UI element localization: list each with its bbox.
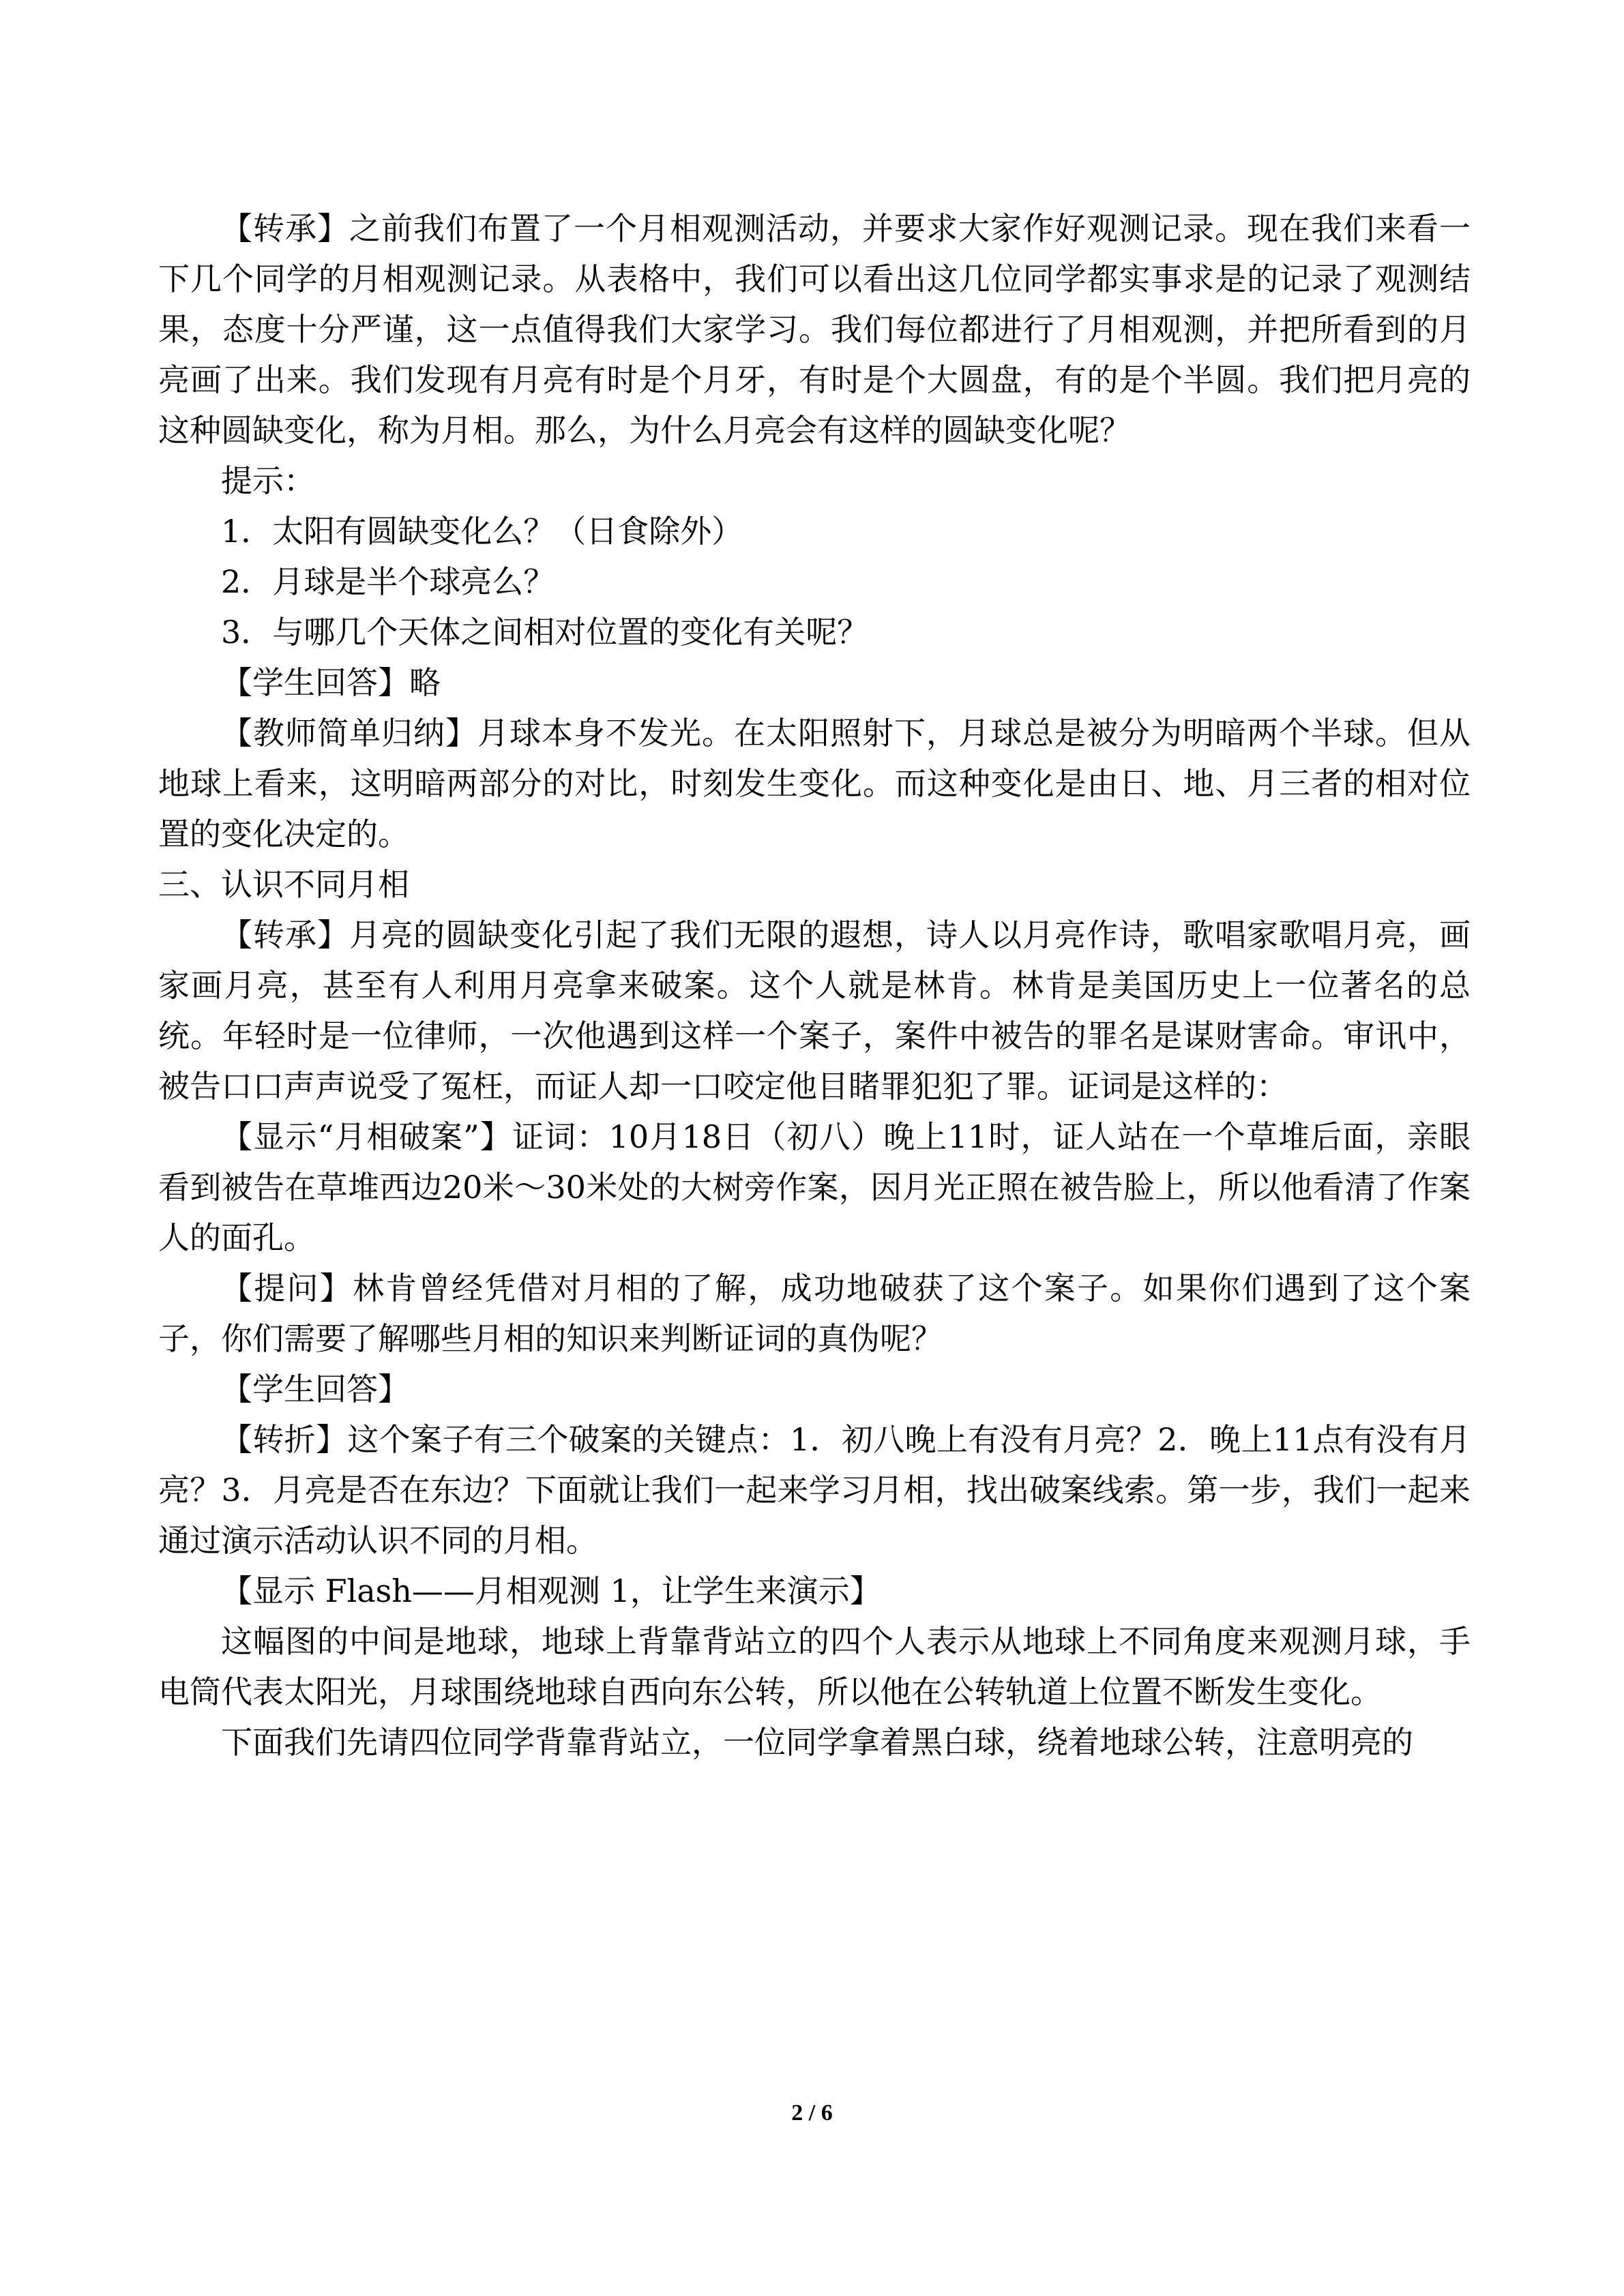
paragraph: 下面我们先请四位同学背靠背站立，一位同学拿着黑白球，绕着地球公转，注意明亮的 bbox=[221, 1724, 1413, 1761]
paragraph: 【转承】之前我们布置了一个月相观测活动，并要求大家作好观测记录。现在我们来看一下几个同学的月相观测记录。从表格中，我们可以看出这几位同学都实事求是的记录了观测结果，态度十分严谨，这一点值得我们大家学习。我们每位都进行了月相观测，并把所看到的月亮画了出来。我们发现有月亮有时是个月牙，有时是个大圆盘，有的是个半圆。我们把月亮的这种圆缺变化，称为月相。那么，为什么月亮会有这样的圆缺变化呢？ bbox=[158, 210, 1471, 449]
paragraph: 提示： bbox=[221, 462, 315, 499]
paragraph: 【提问】林肯曾经凭借对月相的了解，成功地破获了这个案子。如果你们遇到了这个案子，你们需要了解哪些月相的知识来判断证词的真伪呢？ bbox=[158, 1270, 1471, 1357]
paragraph: 【教师简单归纳】月球本身不发光。在太阳照射下，月球总是被分为明暗两个半球。但从地球上看来，这明暗两部分的对比，时刻发生变化。而这种变化是由日、地、月三者的相对位置的变化决定的。 bbox=[158, 715, 1471, 852]
paragraph: 【转承】月亮的圆缺变化引起了我们无限的遐想，诗人以月亮作诗，歌唱家歌唱月亮，画家画月亮，甚至有人利用月亮拿来破案。这个人就是林肯。林肯是美国历史上一位著名的总统。年轻时是一位律师，一次他遇到这样一个案子，案件中被告的罪名是谋财害命。审讯中，被告口口声声说受了冤枉，而证人却一口咬定他目睹罪犯犯了罪。证词是这样的： bbox=[158, 916, 1471, 1105]
list-item: 1．太阳有圆缺变化么？（日食除外） bbox=[221, 513, 743, 550]
paragraph: 【显示 Flash——月相观测 1，让学生来演示】 bbox=[221, 1572, 881, 1609]
document-body bbox=[158, 203, 1471, 1768]
paragraph: 【学生回答】 bbox=[221, 1371, 409, 1407]
list-item: 2．月球是半个球亮么？ bbox=[221, 563, 555, 600]
paragraph: 【学生回答】略 bbox=[221, 664, 441, 701]
paragraph: 【转折】这个案子有三个破案的关键点：1．初八晚上有没有月亮？2．晚上11点有没有月亮？3．月亮是否在东边？下面就让我们一起来学习月相，找出破案线索。第一步，我们一起来通过演示活动认识不同的月相。 bbox=[158, 1421, 1471, 1559]
page-number: 2 / 6 bbox=[791, 2100, 833, 2126]
paragraph: 这幅图的中间是地球，地球上背靠背站立的四个人表示从地球上不同角度来观测月球，手电筒代表太阳光，月球围绕地球自西向东公转，所以他在公转轨道上位置不断发生变化。 bbox=[158, 1623, 1471, 1710]
section-heading: 三、认识不同月相 bbox=[158, 866, 409, 903]
list-item: 3．与哪几个天体之间相对位置的变化有关呢？ bbox=[221, 614, 869, 651]
paragraph: 【显示“月相破案”】证词：10月18日（初八）晚上11时，证人站在一个草堆后面，亲眼看到被告在草堆西边20米～30米处的大树旁作案，因月光正照在被告脸上，所以他看清了作案人的面孔。 bbox=[158, 1118, 1471, 1256]
